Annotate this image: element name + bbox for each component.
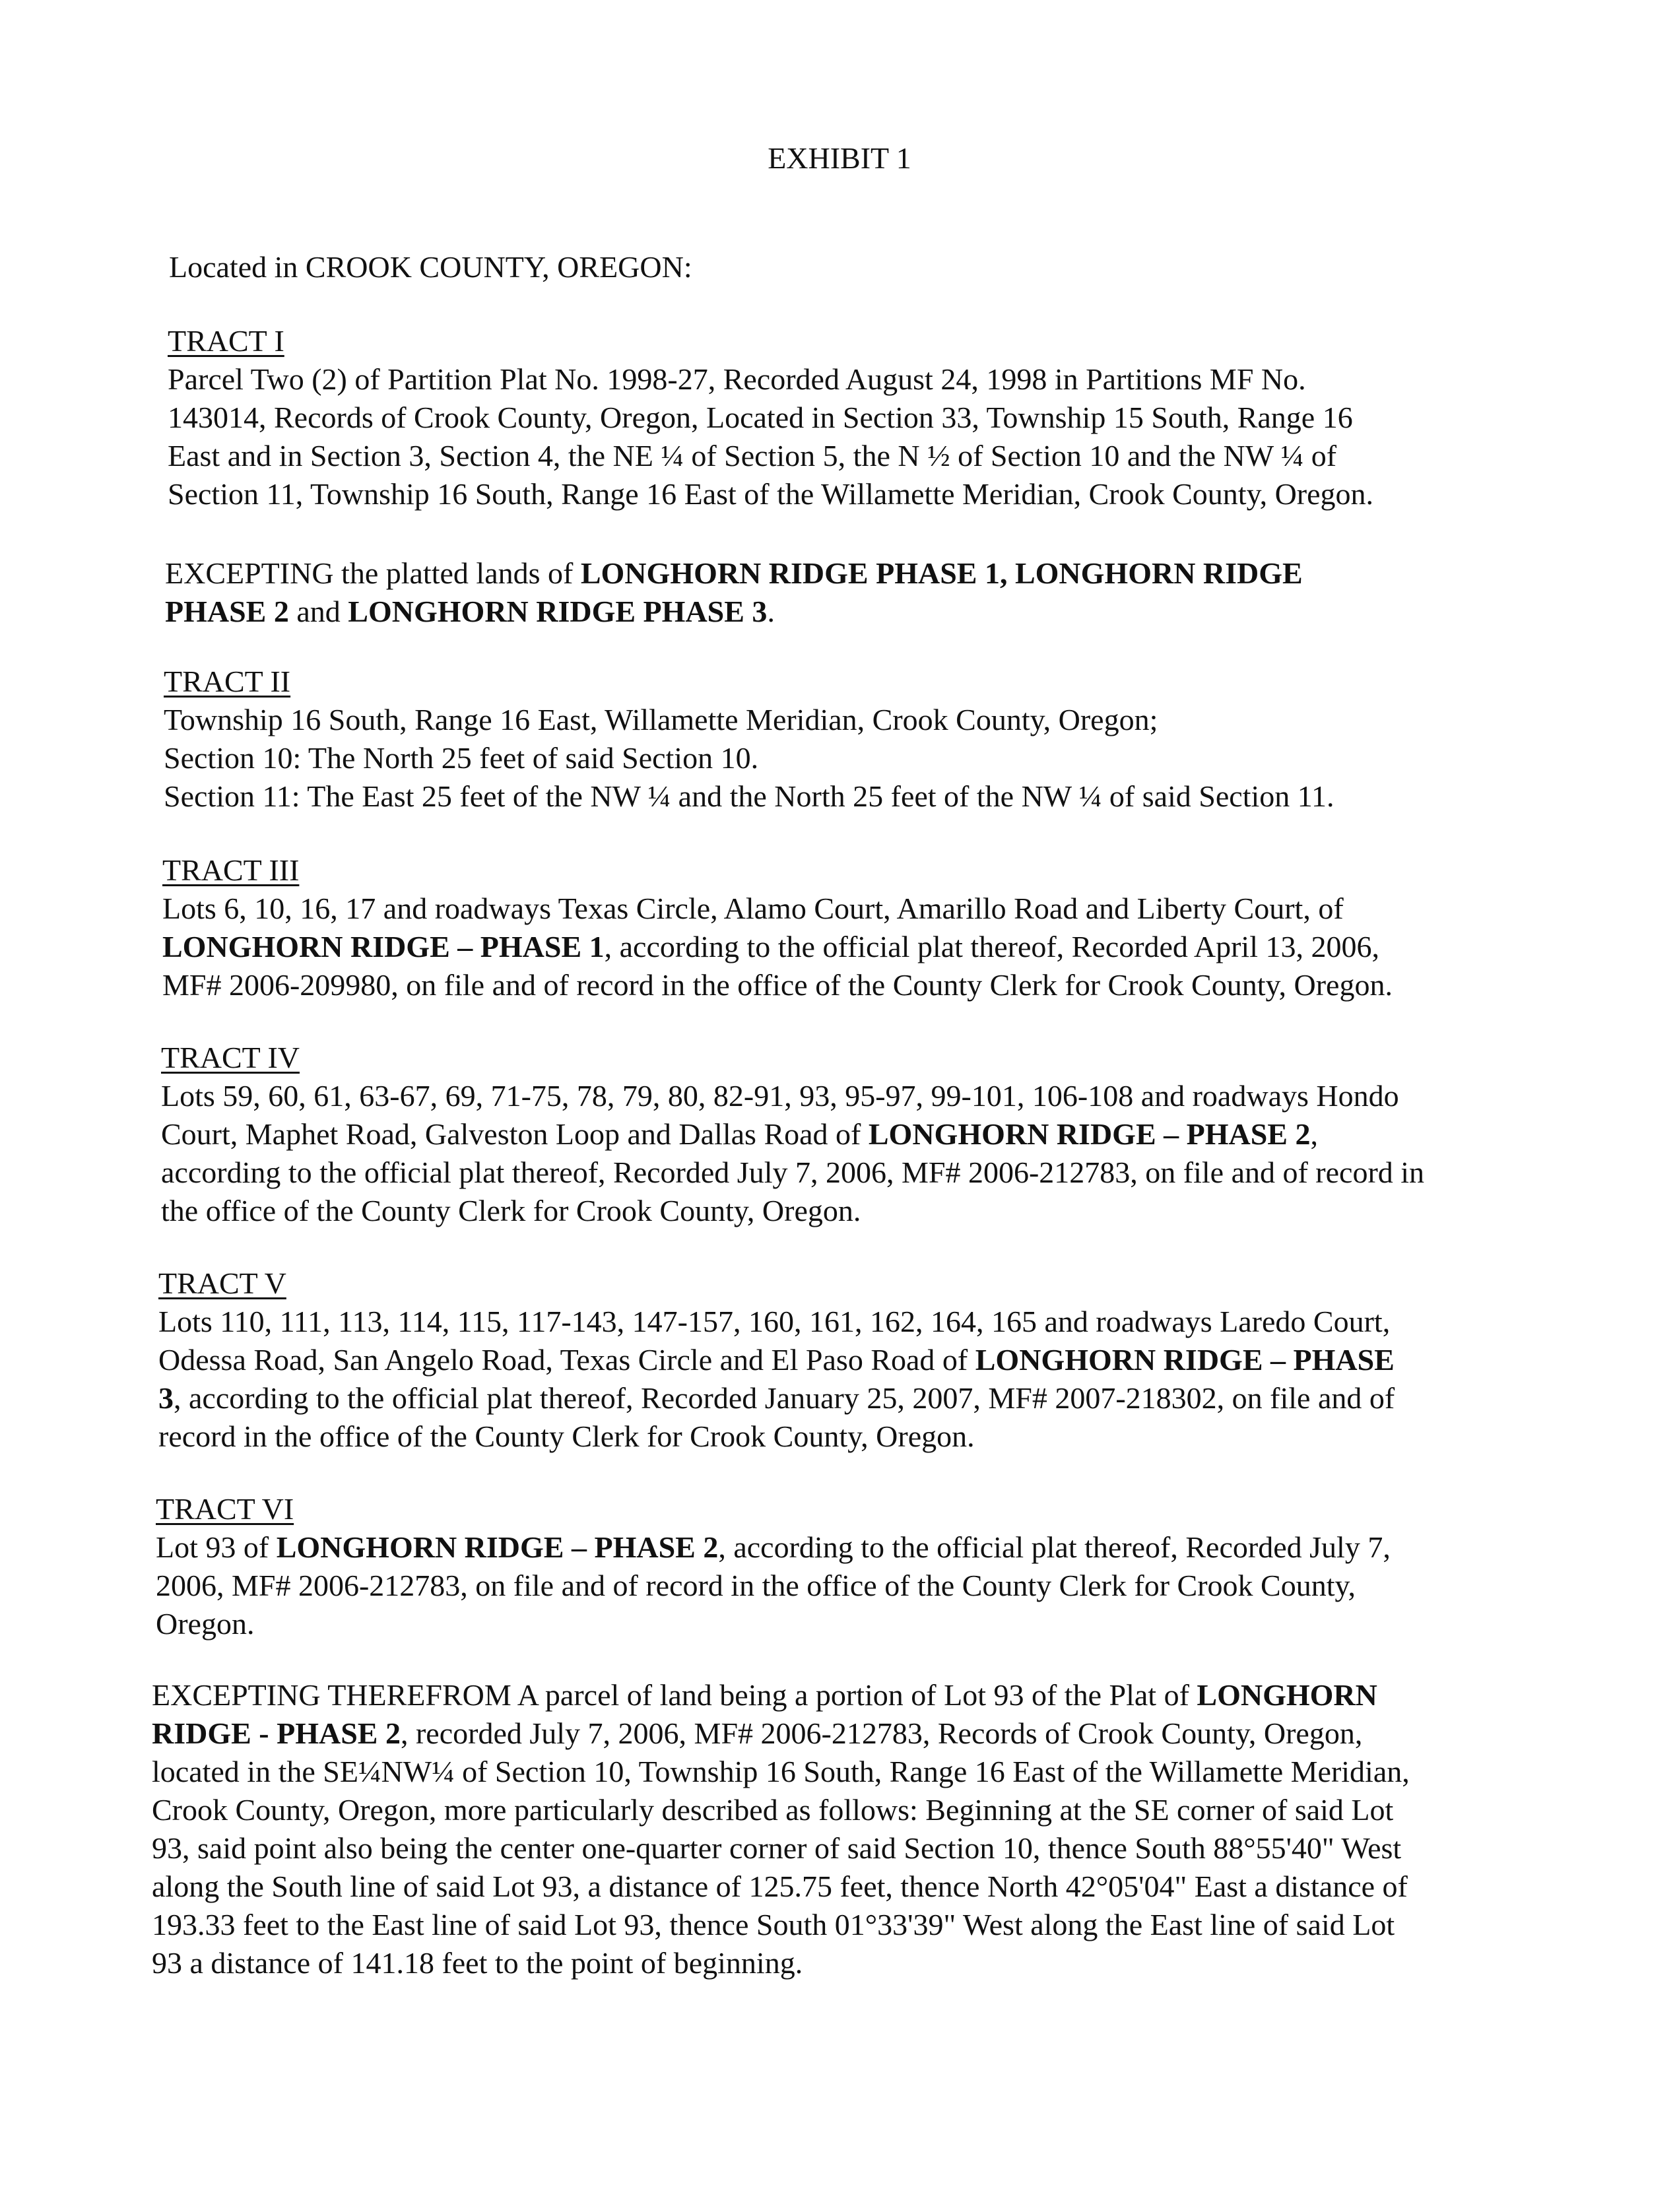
tract-vi-text: , according to the official plat thereof, Recorded July 7, — [718, 1530, 1391, 1564]
subdivision-name: LONGHORN RIDGE – PHASE 2 — [276, 1530, 719, 1564]
subdivision-name: LONGHORN RIDGE – PHASE 1 — [162, 930, 605, 963]
excepting-platted-lands — [165, 554, 1303, 631]
excepting-therefrom-line: along the South line of said Lot 93, a distance of 125.75 feet, thence North 42°05'04" East a distance of — [152, 1870, 1408, 1903]
tract-iv-heading: TRACT IV — [161, 1041, 300, 1074]
tract-v-line: Lots 110, 111, 113, 114, 115, 117-143, 147-157, 160, 161, 162, 164, 165 and roadways Laredo Court, — [158, 1305, 1391, 1338]
tract-iii-heading: TRACT III — [162, 853, 300, 887]
tract-iv-line: the office of the County Clerk for Crook County, Oregon. — [161, 1194, 861, 1227]
excepting-text: . — [767, 595, 775, 628]
tract-iii-line — [162, 928, 1393, 966]
tract-v-text: Odessa Road, San Angelo Road, Texas Circle and El Paso Road of — [158, 1343, 975, 1377]
tract-ii-line: Section 10: The North 25 feet of said Section 10. — [164, 741, 759, 775]
excepting-bold-text: PHASE 2 — [165, 595, 289, 628]
excepting-text: EXCEPTING the platted lands of — [165, 556, 581, 590]
tract-vi-section — [156, 1490, 1391, 1643]
excepting-therefrom-line: 93, said point also being the center one-quarter corner of said Section 10, thence South 88°55'40" West — [152, 1831, 1402, 1865]
subdivision-name: RIDGE - PHASE 2 — [152, 1716, 401, 1750]
tract-i-line: Section 11, Township 16 South, Range 16 East of the Willamette Meridian, Crook County, Oregon. — [168, 477, 1374, 511]
tract-v-text: , according to the official plat thereof, Recorded January 25, 2007, MF# 2007-218302, on file and of — [174, 1381, 1395, 1415]
excepting-therefrom-line: Crook County, Oregon, more particularly described as follows: Beginning at the SE corner of said Lot — [152, 1793, 1394, 1827]
subdivision-name: LONGHORN RIDGE – PHASE — [975, 1343, 1395, 1377]
tract-v-section — [158, 1264, 1395, 1456]
excepting-line-2 — [165, 593, 1303, 631]
tract-vi-line — [156, 1528, 1391, 1567]
tract-ii-line: Township 16 South, Range 16 East, Willamette Meridian, Crook County, Oregon; — [164, 703, 1158, 736]
subdivision-name: LONGHORN RIDGE – PHASE 2 — [868, 1117, 1311, 1151]
excepting-therefrom-line — [152, 1676, 1410, 1714]
excepting-therefrom-text: , recorded July 7, 2006, MF# 2006-212783, Records of Crook County, Oregon, — [400, 1716, 1363, 1750]
tract-iv-line: according to the official plat thereof, Recorded July 7, 2006, MF# 2006-212783, on file and of record in — [161, 1155, 1425, 1189]
tract-i-line: 143014, Records of Crook County, Oregon, Located in Section 33, Township 15 South, Range 16 — [168, 401, 1353, 434]
location-statement: Located in CROOK COUNTY, OREGON: — [169, 250, 692, 284]
excepting-line-1 — [165, 554, 1303, 593]
tract-iv-line: Lots 59, 60, 61, 63-67, 69, 71-75, 78, 79, 80, 82-91, 93, 95-97, 99-101, 106-108 and roadways Hondo — [161, 1079, 1399, 1113]
tract-v-line — [158, 1341, 1395, 1379]
exhibit-title: EXHIBIT 1 — [768, 141, 911, 175]
excepting-therefrom-line: 93 a distance of 141.18 feet to the point of beginning. — [152, 1946, 803, 1980]
tract-v-heading: TRACT V — [158, 1266, 286, 1300]
excepting-therefrom-text: EXCEPTING THEREFROM A parcel of land being a portion of Lot 93 of the Plat of — [152, 1678, 1197, 1712]
tract-iii-text: , according to the official plat thereof, Recorded April 13, 2006, — [604, 930, 1379, 963]
excepting-therefrom-line: located in the SE¼NW¼ of Section 10, Township 16 South, Range 16 East of the Willamette Meridian, — [152, 1755, 1410, 1788]
excepting-bold-text: LONGHORN RIDGE PHASE 1, LONGHORN RIDGE — [580, 556, 1303, 590]
tract-ii-line: Section 11: The East 25 feet of the NW ¼ and the North 25 feet of the NW ¼ of said Section 11. — [164, 779, 1334, 813]
tract-ii-heading: TRACT II — [164, 665, 291, 698]
tract-iii-section — [162, 851, 1393, 1004]
excepting-bold-text: LONGHORN RIDGE PHASE 3 — [348, 595, 768, 628]
tract-vi-heading: TRACT VI — [156, 1492, 294, 1526]
tract-i-line: Parcel Two (2) of Partition Plat No. 1998-27, Recorded August 24, 1998 in Partitions MF No. — [168, 362, 1306, 396]
tract-vi-text: Lot 93 of — [156, 1530, 277, 1564]
tract-iv-text: , — [1310, 1117, 1318, 1151]
excepting-therefrom-line: 193.33 feet to the East line of said Lot 93, thence South 01°33'39" West along the East line of said Lot — [152, 1908, 1395, 1941]
tract-iv-line — [161, 1115, 1424, 1154]
subdivision-name: 3 — [158, 1381, 174, 1415]
subdivision-name: LONGHORN — [1197, 1678, 1377, 1712]
tract-i-heading: TRACT I — [168, 324, 284, 358]
excepting-therefrom-section — [152, 1676, 1410, 1982]
tract-iii-line: MF# 2006-209980, on file and of record in the office of the County Clerk for Crook County, Oregon. — [162, 968, 1393, 1002]
excepting-therefrom-line — [152, 1714, 1410, 1753]
tract-iii-line: Lots 6, 10, 16, 17 and roadways Texas Circle, Alamo Court, Amarillo Road and Liberty Court, of — [162, 892, 1344, 925]
tract-v-line: record in the office of the County Clerk for Crook County, Oregon. — [158, 1419, 975, 1453]
tract-ii-section — [164, 663, 1334, 816]
tract-v-line — [158, 1379, 1395, 1417]
tract-vi-line: 2006, MF# 2006-212783, on file and of record in the office of the County Clerk for Crook County, — [156, 1569, 1356, 1602]
excepting-text: and — [288, 595, 348, 628]
tract-iv-section — [161, 1039, 1424, 1230]
tract-i-section — [168, 322, 1373, 513]
tract-vi-line: Oregon. — [156, 1607, 255, 1641]
tract-iv-text: Court, Maphet Road, Galveston Loop and Dallas Road of — [161, 1117, 869, 1151]
tract-i-line: East and in Section 3, Section 4, the NE ¼ of Section 5, the N ½ of Section 10 and the NW ¼ of — [168, 439, 1337, 472]
